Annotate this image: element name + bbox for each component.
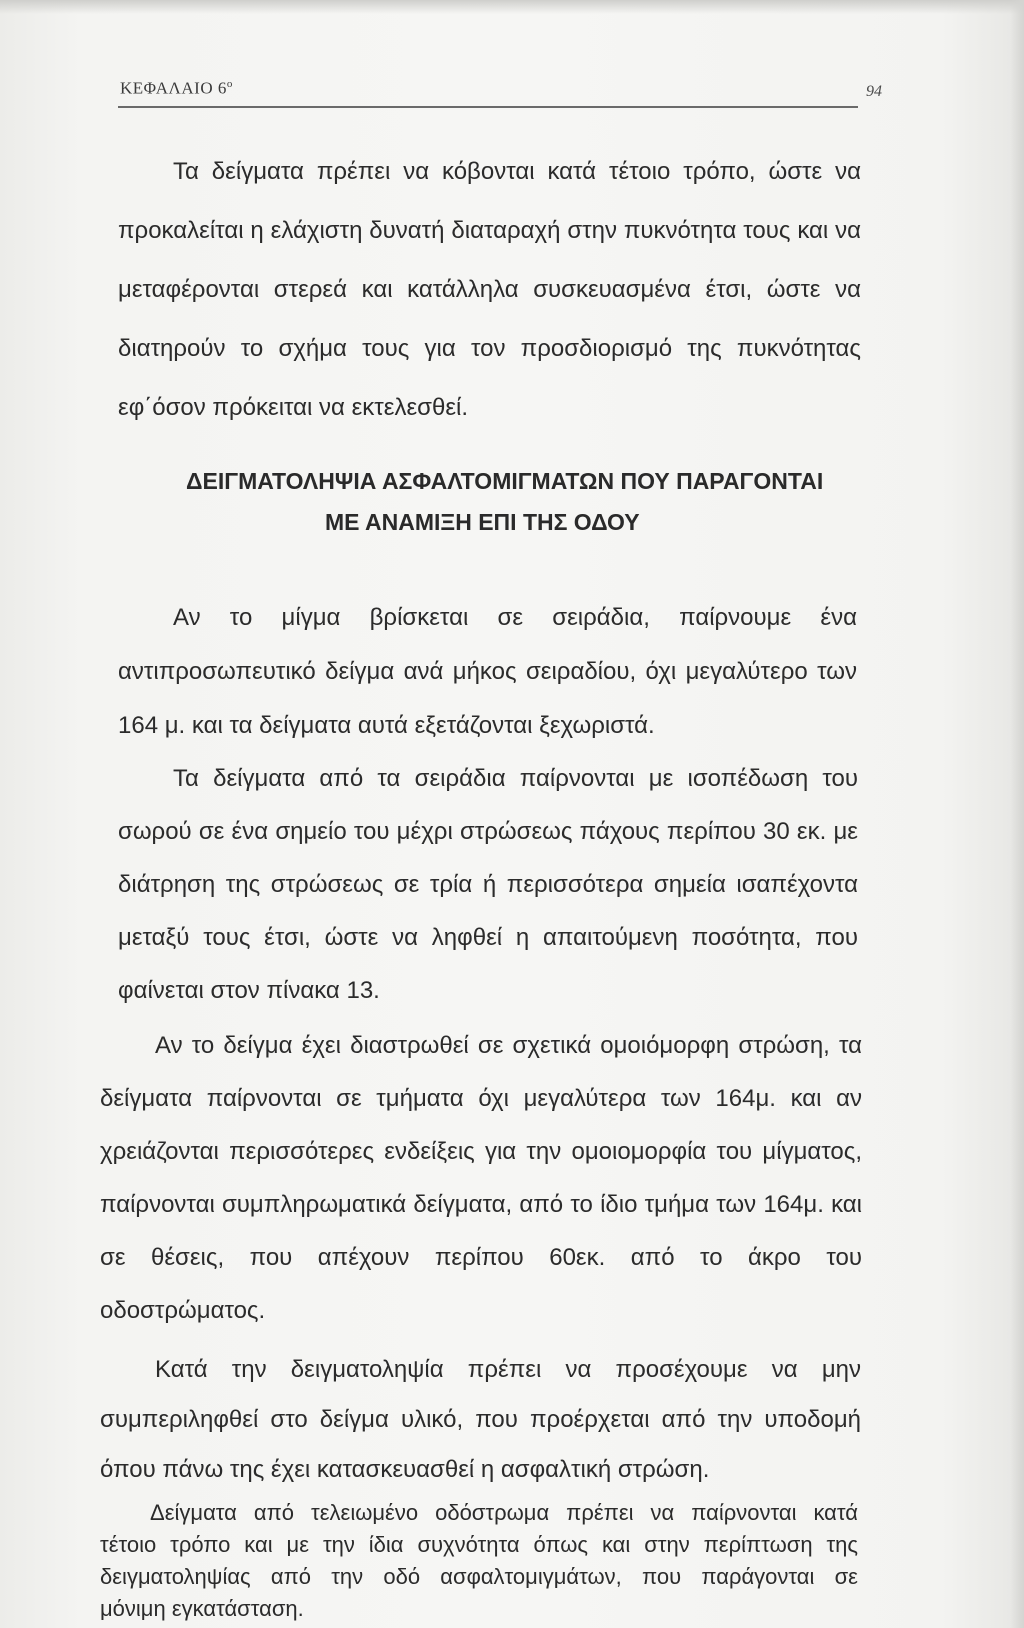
text-line: οδοστρώματος. (100, 1297, 266, 1324)
text-line: Κατά την δειγματοληψία πρέπει να προσέχουμε να μην (155, 1356, 861, 1383)
text-line: σωρού σε ένα σημείο του μέχρι στρώσεως πάχους περίπου 30 εκ. με (118, 818, 858, 845)
text-line: Τα δείγματα από τα σειράδια παίρνονται με ισοπέδωση του (173, 765, 858, 792)
running-head (120, 78, 233, 99)
text-line: συμπεριληφθεί στο δείγμα υλικό, που προέρχεται από την υποδομή (100, 1406, 861, 1433)
text-line: σε θέσεις, που απέχουν περίπου 60εκ. από το άκρο του (100, 1244, 862, 1271)
text-line: μεταξύ τους έτσι, ώστε να ληφθεί η απαιτούμενη ποσότητα, που (118, 924, 858, 951)
text-line: δείγματα παίρνονται σε τμήματα όχι μεγαλύτερα των 164μ. και αν (100, 1085, 862, 1112)
text-line: τέτοιο τρόπο και με την ίδια συχνότητα όπως και στην περίπτωση της (100, 1532, 858, 1557)
text-line: δειγματοληψίας από την οδό ασφαλτομιγμάτων, που παράγονται σε (100, 1564, 858, 1589)
text-line: προκαλείται η ελάχιστη δυνατή διαταραχή στην πυκνότητα τους και να (118, 217, 861, 244)
text-line: αντιπροσωπευτικό δείγμα ανά μήκος σειραδίου, όχι μεγαλύτερο των (118, 658, 857, 685)
text-line: χρειάζονται περισσότερες ενδείξεις για την ομοιομορφία του μίγματος, (100, 1138, 862, 1165)
text-line: Αν το μίγμα βρίσκεται σε σειράδια, παίρνουμε ένα (173, 604, 857, 631)
scan-shadow-top (0, 0, 1024, 14)
text-line: μεταφέρονται στερεά και κατάλληλα συσκευασμένα έτσι, ώστε να (118, 276, 861, 303)
text-line: διατηρούν το σχήμα τους για τον προσδιορισμό της πυκνότητας (118, 335, 861, 362)
text-line: όπου πάνω της έχει κατασκευασθεί η ασφαλτική στρώση. (100, 1456, 710, 1483)
text-line: διάτρηση της στρώσεως σε τρία ή περισσότερα σημεία ισαπέχοντα (118, 871, 858, 898)
text-line: παίρνονται συμπληρωματικά δείγματα, από το ίδιο τμήμα των 164μ. και (100, 1191, 862, 1218)
text-line: Τα δείγματα πρέπει να κόβονται κατά τέτοιο τρόπο, ώστε να (173, 158, 861, 185)
text-line: φαίνεται στον πίνακα 13. (118, 977, 380, 1004)
text-line: Δείγματα από τελειωμένο οδόστρωμα πρέπει να παίρνονται κατά (150, 1500, 858, 1525)
text-line: 164 μ. και τα δείγματα αυτά εξετάζονται ξεχωριστά. (118, 712, 655, 739)
page-number: 94 (866, 83, 882, 100)
scan-shadow-right (1010, 0, 1024, 1628)
header-rule (118, 106, 858, 108)
chapter-superscript: ο (226, 78, 233, 90)
section-heading: ΜΕ ΑΝΑΜΙΞΗ ΕΠΙ ΤΗΣ ΟΔΟΥ (325, 509, 640, 535)
text-line: εφ΄όσον πρόκειται να εκτελεσθεί. (118, 394, 469, 421)
text-line: μόνιμη εγκατάσταση. (100, 1596, 304, 1621)
chapter-label: ΚΕΦΑΛΑΙΟ 6 (120, 78, 227, 98)
section-heading: ΔΕΙΓΜΑΤΟΛΗΨΙΑ ΑΣΦΑΛΤΟΜΙΓΜΑΤΩΝ ΠΟΥ ΠΑΡΑΓΟΝΤΑΙ (186, 468, 824, 494)
text-line: Αν το δείγμα έχει διαστρωθεί σε σχετικά ομοιόμορφη στρώση, τα (155, 1032, 862, 1059)
